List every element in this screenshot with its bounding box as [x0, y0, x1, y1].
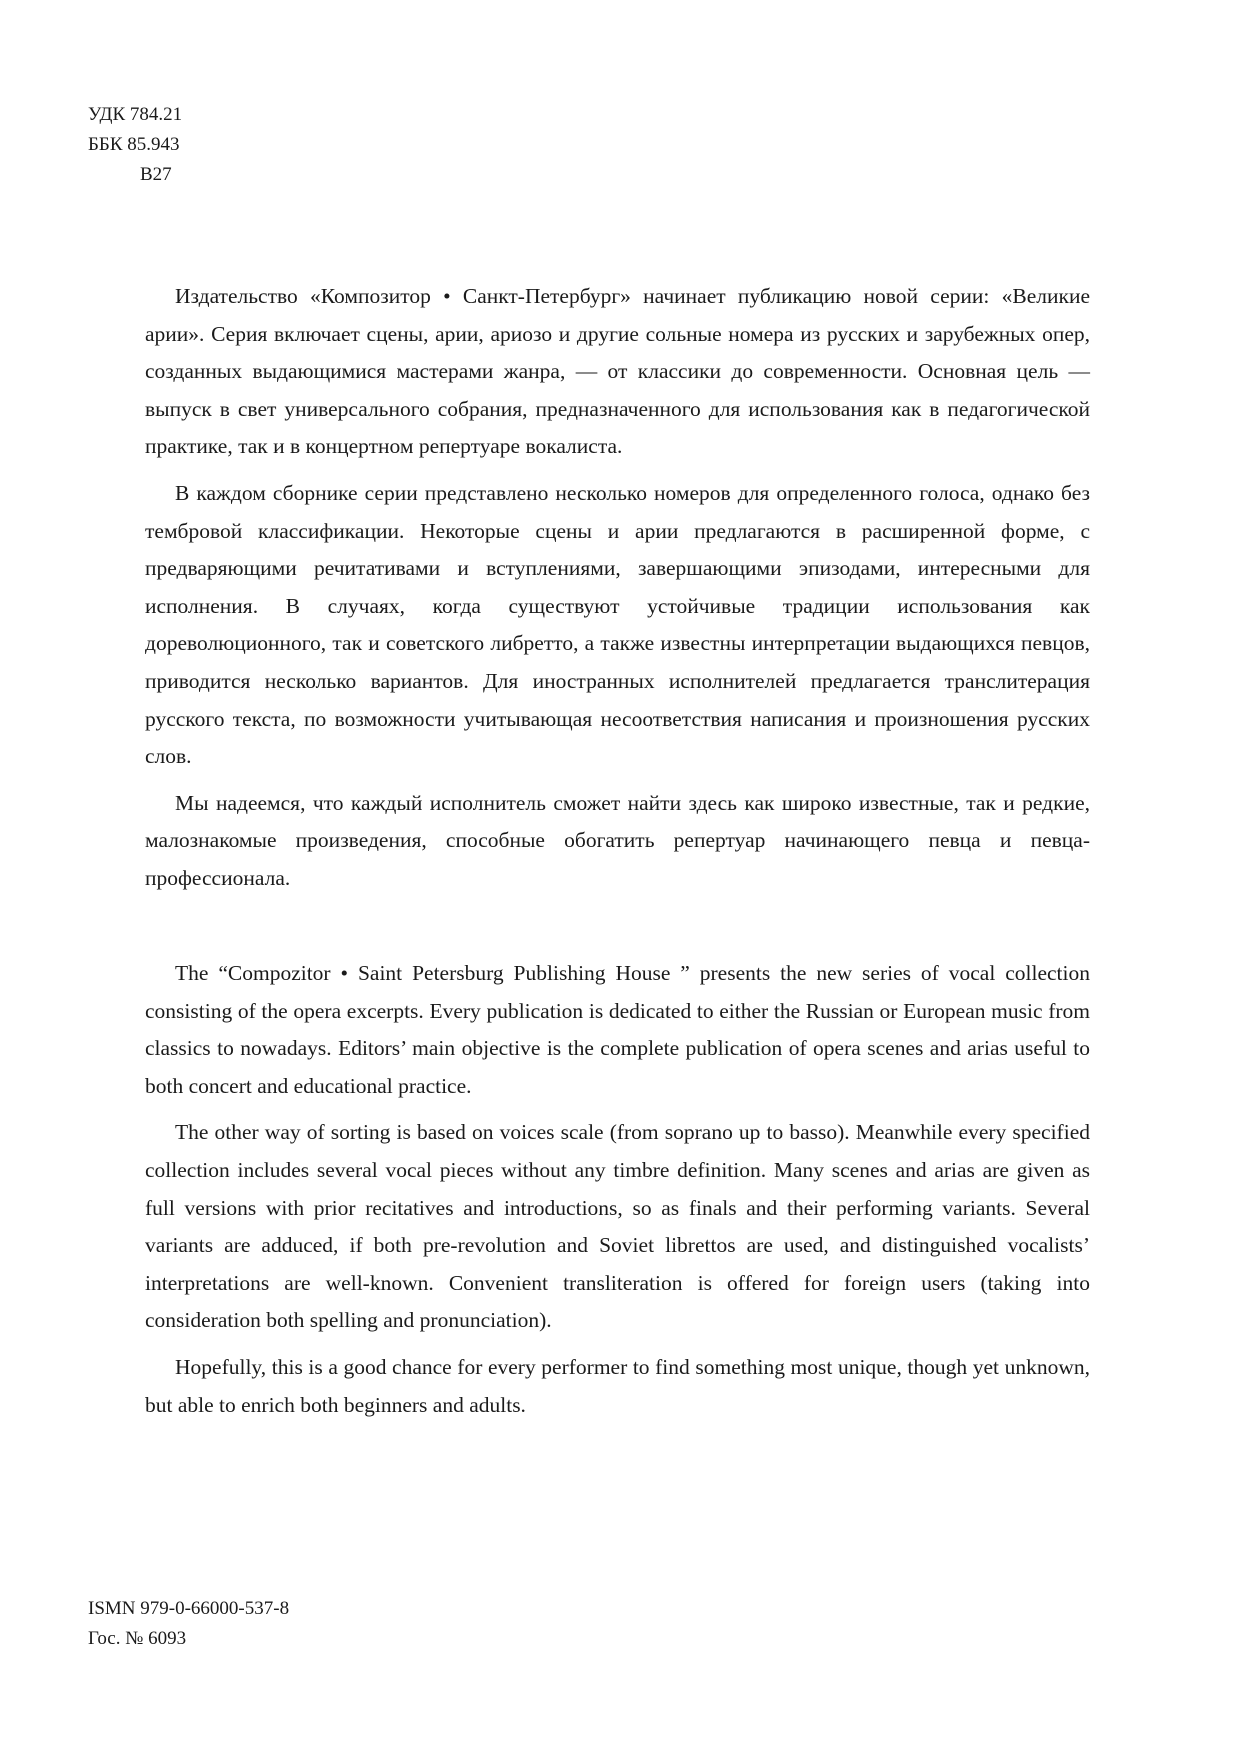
publication-footer [88, 1594, 289, 1654]
russian-paragraph-3: Мы надеемся, что каждый исполнитель сможет найти здесь как широко известные, так и редкие, малознакомые произведения, способные обогатить репертуар начинающего певца и певца-профессионала. [145, 790, 1090, 890]
ismn-number: ISMN 979-0-66000-537-8 [88, 1598, 290, 1619]
bbk-code: ББК 85.943 [88, 134, 180, 155]
english-paragraph-3: Hopefully, this is a good chance for every performer to find something most unique, though yet unknown, but able to enrich both beginners and adults. [145, 1354, 1090, 1417]
english-description [145, 955, 1090, 1433]
english-paragraph-2: The other way of sorting is based on voices scale (from soprano up to basso). Meanwhile every specified collection includes several vocal pieces without any timbre definition. Many scenes and arias are given as full versions with prior recitatives and introductions, so as finals and their performing variants. Several variants are adduced, if both pre-revolution and Soviet librettos are used, and distinguished vocalists’ interpretations are well-known. Convenient transliteration is offered for foreign users (taking into consideration both spelling and pronunciation). [145, 1120, 1090, 1333]
author-mark: В27 [140, 164, 172, 185]
classification-codes [88, 100, 182, 190]
english-paragraph-1: The “Compozitor • Saint Petersburg Publishing House ” presents the new series of vocal collection consisting of the opera excerpts. Every publication is dedicated to either the Russian or European music from classics to nowadays. Editors’ main objective is the complete publication of opera scenes and arias useful to both concert and educational practice. [145, 961, 1090, 1098]
russian-paragraph-1: Издательство «Композитор • Санкт-Петербург» начинает публикацию новой серии: «Великие арии». Серия включает сцены, арии, ариозо и другие сольные номера из русских и зарубежных опер, созданных выдающимися мастерами жанра, — от классики до современности. Основная цель — выпуск в свет универсального собрания, предназначенного для использования как в педагогической практике, так и в концертном репертуаре вокалиста. [145, 284, 1090, 459]
russian-description [145, 278, 1090, 907]
udk-code: УДК 784.21 [88, 104, 183, 125]
russian-paragraph-2: В каждом сборнике серии представлено несколько номеров для определенного голоса, однако без тембровой классификации. Некоторые сцены и арии предлагаются в расширенной форме, с предваряющими речитативами и вступлениями, завершающими эпизодами, интересными для исполнения. В случаях, когда существуют устойчивые традиции использования как дореволюционного, так и советского либретто, а также известны интерпретации выдающихся певцов, приводится несколько вариантов. Для иностранных исполнителей предлагается транслитерация русского текста, по возможности учитывающая несоответствия написания и произношения русских слов. [145, 480, 1090, 769]
gos-number: Гос. № 6093 [88, 1628, 187, 1649]
